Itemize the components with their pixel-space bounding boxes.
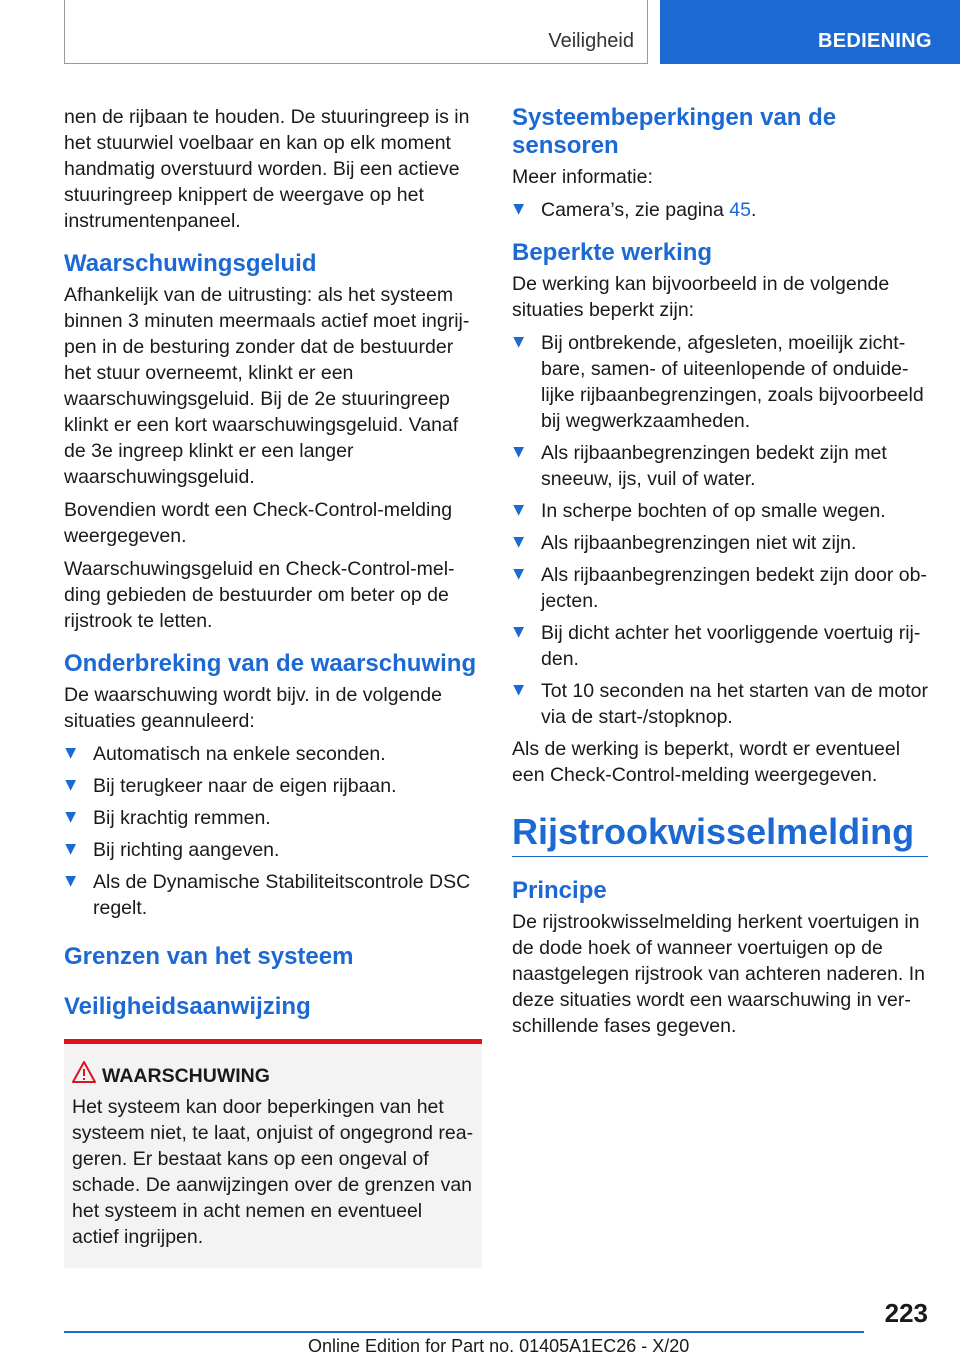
paragraph: De waarschuwing wordt bijv. in de volgende situaties geannuleerd: xyxy=(64,684,442,732)
warning-title: WAARSCHUWING xyxy=(72,1064,474,1088)
list-item: ▶ Als rijbaanbegrenzingen bedekt zijn door objecten. xyxy=(512,562,928,614)
triangle-bullet-icon: ▶ xyxy=(64,844,80,855)
list-item: ▶ Bij terugkeer naar de eigen rijbaan. xyxy=(64,773,482,799)
paragraph: Afhankelijk van de uitrusting: als het systeem binnen 3 minuten meermaals actief moet ingrijpen in de besturing zonder dat de bestuurder het stuur overneemt, klinkt er een waarschuwingsgeluid. Bij de 2e stuuringreep klinkt er een kort waarschuwingsgeluid. Vanaf de 3e ingreep klinkt er een langer waarschuwingsgeluid. xyxy=(64,284,470,488)
triangle-bullet-icon: ▶ xyxy=(64,780,80,791)
paragraph: Waarschuwingsgeluid en Check-Control-melding gebieden de bestuurder om beter op de rijstrook te letten. xyxy=(64,558,455,632)
triangle-bullet-icon: ▶ xyxy=(512,569,528,580)
list-item: ▶ Bij krachtig remmen. xyxy=(64,805,482,831)
heading-limits: Grenzen van het systeem xyxy=(64,943,354,970)
paragraph: De werking kan bijvoorbeeld in de volgende situaties beperkt zijn: xyxy=(512,273,890,321)
warning-box xyxy=(64,1039,482,1268)
list-item: ▶ Camera’s, zie pagina 45. xyxy=(512,197,928,223)
heading-sensor-limits: Systeembeperkingen van de sensoren xyxy=(512,104,837,159)
chapter-title: Rijstrookwisselmelding xyxy=(512,810,928,857)
list-item: ▶ Bij richting aangeven. xyxy=(64,837,482,863)
paragraph: Bovendien wordt een Check-Control-melding weergegeven. xyxy=(64,499,453,547)
list-item: ▶ Bij ontbrekende, afgesleten, moeilijk zichtbare, samen- of uiteenlopende of onduidelijke rijbaanbegrenzingen, zoals bijvoorbeeld bij wegwerkzaamheden. xyxy=(512,330,928,434)
triangle-bullet-icon: ▶ xyxy=(512,204,528,215)
heading-interrupt: Onderbreking van de waarschuwing xyxy=(64,650,477,677)
paragraph: nen de rijbaan te houden. De stuuringreep is in het stuurwiel voelbaar en kan op elk moment handmatig overstuurd worden. Bij een actieve stuuringreep knippert de weergave op het instrumentenpaneel. xyxy=(64,106,470,232)
warning-triangle-icon xyxy=(72,1060,96,1084)
triangle-bullet-icon: ▶ xyxy=(512,627,528,638)
triangle-bullet-icon: ▶ xyxy=(512,505,528,516)
heading-principle: Principe xyxy=(512,877,607,904)
list-item: ▶ Als de Dynamische Stabiliteitscontrole DSC regelt. xyxy=(64,869,482,921)
list-item: ▶ Als rijbaanbegrenzingen niet wit zijn. xyxy=(512,530,928,556)
paragraph: De rijstrookwisselmelding herkent voertuigen in de dode hoek of wanneer voertuigen op de naastgelegen rijstrook van achteren naderen. In deze situaties wordt een waarschuwing in verschillende fases gegeven. xyxy=(512,911,926,1037)
left-column xyxy=(64,104,482,1268)
footer-divider xyxy=(64,1331,864,1333)
heading-safety: Veiligheidsaanwijzing xyxy=(64,993,311,1020)
list-item: ▶ In scherpe bochten of op smalle wegen. xyxy=(512,498,928,524)
triangle-bullet-icon: ▶ xyxy=(64,748,80,759)
limited-list xyxy=(512,330,928,730)
footer-edition: Online Edition for Part no. 01405A1EC26 - X/20 xyxy=(308,1336,690,1356)
list-item: ▶ Als rijbaanbegrenzingen bedekt zijn met sneeuw, ijs, vuil of water. xyxy=(512,440,928,492)
list-item: ▶ Automatisch na enkele seconden. xyxy=(64,741,482,767)
page-link[interactable]: 45 xyxy=(729,199,751,221)
warning-text: Het systeem kan door beperkingen van het systeem niet, te laat, onjuist of ongegrond reageren. Er bestaat kans op een ongeval of schade. De aanwijzingen over de grenzen van het systeem in acht nemen en eventueel actief ingrijpen. xyxy=(72,1096,474,1248)
header-chapter-tab: BEDIENING xyxy=(660,0,960,64)
interrupt-list xyxy=(64,741,482,921)
right-column xyxy=(512,104,928,1046)
list-item: ▶ Bij dicht achter het voorliggende voertuig rijden. xyxy=(512,620,928,672)
more-info-list xyxy=(512,197,928,223)
triangle-bullet-icon: ▶ xyxy=(512,685,528,696)
heading-warning-sound: Waarschuwingsgeluid xyxy=(64,250,317,277)
triangle-bullet-icon: ▶ xyxy=(512,537,528,548)
triangle-bullet-icon: ▶ xyxy=(64,812,80,823)
triangle-bullet-icon: ▶ xyxy=(512,337,528,348)
page-number: 223 xyxy=(884,1298,928,1328)
triangle-bullet-icon: ▶ xyxy=(512,447,528,458)
paragraph: Als de werking is beperkt, wordt er eventueel een Check-Control-melding weergegeven. xyxy=(512,738,901,786)
paragraph: Meer informatie: xyxy=(512,166,653,188)
heading-limited-function: Beperkte werking xyxy=(512,239,713,266)
triangle-bullet-icon: ▶ xyxy=(64,876,80,887)
list-item: ▶ Tot 10 seconden na het starten van de motor via de start-/stopknop. xyxy=(512,678,928,730)
header-section-title: Veiligheid xyxy=(548,30,634,52)
